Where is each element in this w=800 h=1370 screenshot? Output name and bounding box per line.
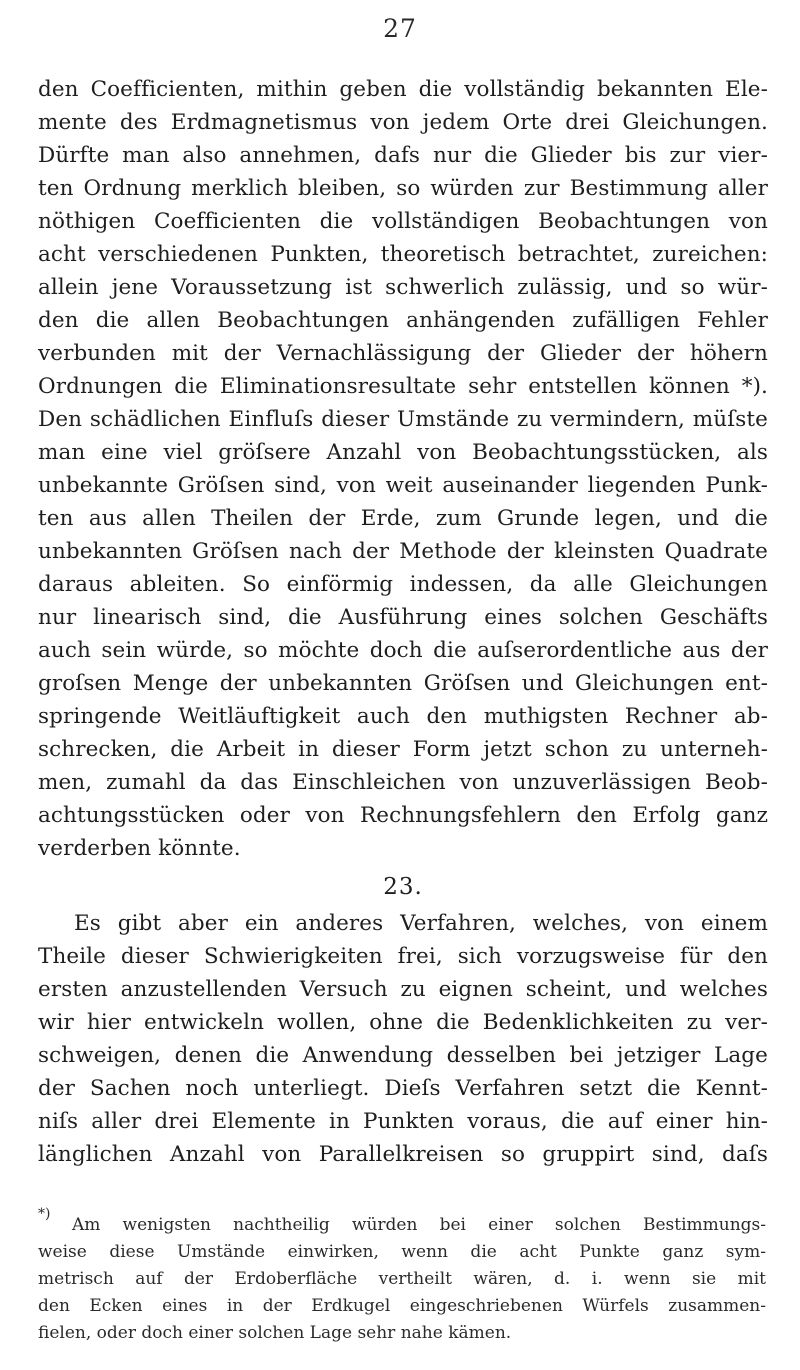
text-line: niſs aller drei Elemente in Punkten voraus, die auf einer hin- — [38, 1109, 768, 1134]
paragraph-2 — [38, 907, 768, 1171]
body-text — [38, 73, 768, 1171]
page-number: 27 — [383, 14, 417, 43]
footnote — [38, 1212, 766, 1347]
text-line: allein jene Voraussetzung ist schwerlich zulässig, und so wür- — [38, 275, 768, 300]
text-line: ten aus allen Theilen der Erde, zum Grunde legen, und die — [38, 506, 768, 531]
text-line: daraus ableiten. So einförmig indessen, da alle Gleichungen — [38, 572, 768, 597]
text-line: wir hier entwickeln wollen, ohne die Bedenklichkeiten zu ver- — [38, 1010, 768, 1035]
section-number: 23. — [383, 874, 423, 900]
text-line: schrecken, die Arbeit in dieser Form jetzt schon zu unterneh- — [38, 737, 768, 762]
text-line: Dürfte man also annehmen, dafs nur die Glieder bis zur vier- — [38, 143, 768, 168]
text-line: achtungsstücken oder von Rechnungsfehlern den Erfolg ganz — [38, 803, 768, 828]
text-line: verbunden mit der Vernachlässigung der Glieder der höhern — [38, 341, 768, 366]
text-line: mente des Erdmagnetismus von jedem Orte drei Gleichungen. — [38, 110, 768, 135]
text-line: den die allen Beobachtungen anhängenden zufälligen Fehler — [38, 308, 768, 333]
footnote-line: weise diese Umstände einwirken, wenn die acht Punkte ganz sym- — [38, 1242, 766, 1262]
text-line: der Sachen noch unterliegt. Dieſs Verfahren setzt die Kennt- — [38, 1076, 768, 1101]
text-line: acht verschiedenen Punkten, theoretisch betrachtet, zureichen: — [38, 242, 768, 267]
text-line: Es gibt aber ein anderes Verfahren, welches, von einem — [74, 911, 768, 936]
footnote-line: Am wenigsten nachtheilig würden bei einer solchen Bestimmungs- — [72, 1215, 766, 1235]
footnote-marker: *) — [38, 1206, 51, 1222]
text-line: man eine viel gröſsere Anzahl von Beobachtungsstücken, als — [38, 440, 768, 465]
text-line: nur linearisch sind, die Ausführung eines solchen Geschäfts — [38, 605, 768, 630]
text-line: groſsen Menge der unbekannten Gröſsen und Gleichungen ent- — [38, 671, 768, 696]
text-line: länglichen Anzahl von Parallelkreisen so gruppirt sind, daſs — [38, 1142, 768, 1167]
text-line: Theile dieser Schwierigkeiten frei, sich vorzugsweise für den — [38, 944, 768, 969]
text-line: den Coefficienten, mithin geben die vollständig bekannten Ele- — [38, 77, 768, 102]
footnote-line: metrisch auf der Erdoberfläche vertheilt wären, d. i. wenn sie mit — [38, 1269, 766, 1289]
text-line: springende Weitläuftigkeit auch den muthigsten Rechner ab- — [38, 704, 768, 729]
text-line: unbekannten Gröſsen nach der Methode der kleinsten Quadrate — [38, 539, 768, 564]
text-line: schweigen, denen die Anwendung desselben bei jetziger Lage — [38, 1043, 768, 1068]
footnote-line: den Ecken eines in der Erdkugel eingeschriebenen Würfels zusammen- — [38, 1296, 766, 1316]
text-line: auch sein würde, so möchte doch die auſserordentliche aus der — [38, 638, 768, 663]
text-line: verderben könnte. — [38, 836, 241, 861]
footnote-line: fielen, oder doch einer solchen Lage sehr nahe kämen. — [38, 1323, 512, 1343]
text-line: Ordnungen die Eliminationsresultate sehr entstellen können *). — [38, 374, 768, 399]
text-line: Den schädlichen Einfluſs dieser Umstände zu vermindern, müſste — [38, 407, 768, 432]
text-line: unbekannte Gröſsen sind, von weit auseinander liegenden Punk- — [38, 473, 768, 498]
text-line: ten Ordnung merklich bleiben, so würden zur Bestimmung aller — [38, 176, 768, 201]
text-line: men, zumahl da das Einschleichen von unzuverlässigen Beob- — [38, 770, 768, 795]
text-line: nöthigen Coefficienten die vollständigen Beobachtungen von — [38, 209, 768, 234]
text-line: ersten anzustellenden Versuch zu eignen scheint, und welches — [38, 977, 768, 1002]
paragraph-1 — [38, 73, 768, 865]
